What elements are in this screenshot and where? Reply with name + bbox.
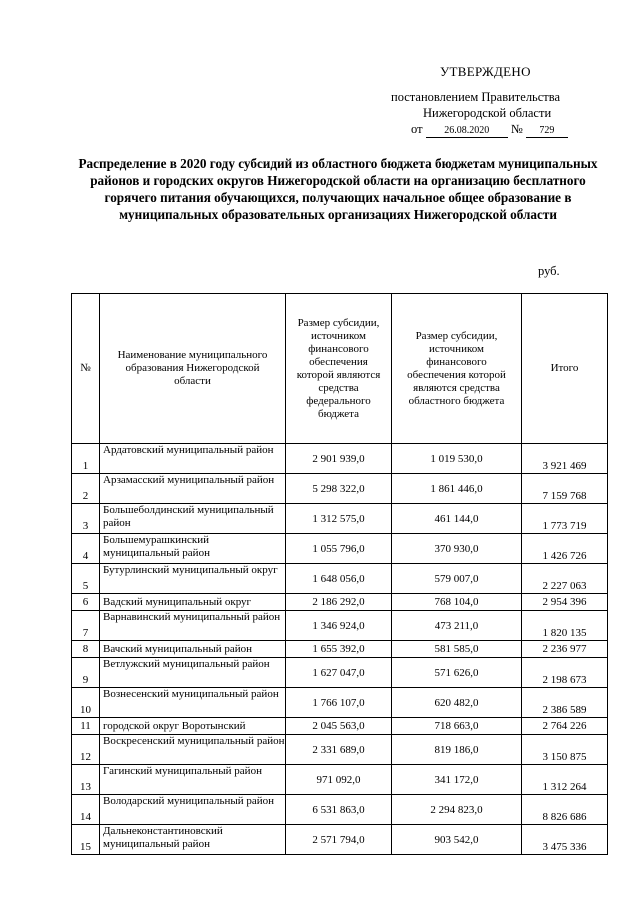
decree-date-number	[411, 122, 568, 138]
federal-amount: 1 055 796,0	[286, 534, 392, 564]
header-federal: Размер субсидии, источником финансового обеспечения которой являются средства федерального бюджета	[286, 294, 392, 444]
regional-amount: 718 663,0	[392, 718, 522, 735]
table-row	[72, 534, 608, 564]
table-row	[72, 658, 608, 688]
table-row	[72, 444, 608, 474]
federal-amount: 2 331 689,0	[286, 735, 392, 765]
row-number: 4	[72, 534, 100, 564]
table-row	[72, 718, 608, 735]
municipality-name: Вадский муниципальный округ	[100, 594, 286, 611]
federal-amount: 1 648 056,0	[286, 564, 392, 594]
row-number: 11	[72, 718, 100, 735]
regional-amount: 571 626,0	[392, 658, 522, 688]
municipality-name: Вознесенский муниципальный район	[100, 688, 286, 718]
municipality-name: Большемурашкинский муниципальный район	[100, 534, 286, 564]
row-number: 13	[72, 765, 100, 795]
total-amount: 2 954 396	[522, 594, 608, 611]
municipality-name: Варнавинский муниципальный район	[100, 611, 286, 641]
table-row	[72, 474, 608, 504]
subsidy-table	[71, 293, 608, 855]
from-prefix: от	[411, 122, 423, 136]
federal-amount: 971 092,0	[286, 765, 392, 795]
total-amount: 1 312 264	[522, 765, 608, 795]
approved-stamp: УТВЕРЖДЕНО	[440, 64, 531, 79]
decree-date: 26.08.2020	[426, 124, 508, 138]
row-number: 6	[72, 594, 100, 611]
municipality-name: Володарский муниципальный район	[100, 795, 286, 825]
decree-number: 729	[526, 124, 568, 138]
row-number: 1	[72, 444, 100, 474]
federal-amount: 2 045 563,0	[286, 718, 392, 735]
regional-amount: 1 861 446,0	[392, 474, 522, 504]
total-amount: 1 820 135	[522, 611, 608, 641]
municipality-name: Гагинский муниципальный район	[100, 765, 286, 795]
regional-amount: 768 104,0	[392, 594, 522, 611]
table-row	[72, 765, 608, 795]
header-num: №	[72, 294, 100, 444]
row-number: 3	[72, 504, 100, 534]
federal-amount: 2 901 939,0	[286, 444, 392, 474]
table-row	[72, 504, 608, 534]
total-amount: 2 227 063	[522, 564, 608, 594]
row-number: 8	[72, 641, 100, 658]
regional-amount: 581 585,0	[392, 641, 522, 658]
federal-amount: 1 346 924,0	[286, 611, 392, 641]
row-number: 5	[72, 564, 100, 594]
table-row	[72, 688, 608, 718]
total-amount: 1 426 726	[522, 534, 608, 564]
total-amount: 3 150 875	[522, 735, 608, 765]
row-number: 14	[72, 795, 100, 825]
total-amount: 2 386 589	[522, 688, 608, 718]
table-row	[72, 594, 608, 611]
document-title: Распределение в 2020 году субсидий из областного бюджета бюджетам муниципальных районов и городских округов Нижегородской области на организацию бесплатного горячего питания обучающихся, получающих начальное общее образование в муниципальных образовательных организациях Нижегородской области	[78, 156, 598, 222]
currency-unit: руб.	[538, 264, 560, 278]
table-body	[72, 444, 608, 855]
number-sign: №	[510, 122, 523, 136]
table-row	[72, 564, 608, 594]
table-header-row	[72, 294, 608, 444]
total-amount: 7 159 768	[522, 474, 608, 504]
row-number: 15	[72, 825, 100, 855]
decree-line-2: Нижегородской области	[423, 106, 552, 120]
row-number: 2	[72, 474, 100, 504]
federal-amount: 6 531 863,0	[286, 795, 392, 825]
total-amount: 3 921 469	[522, 444, 608, 474]
regional-amount: 461 144,0	[392, 504, 522, 534]
row-number: 10	[72, 688, 100, 718]
municipality-name: Бутурлинский муниципальный округ	[100, 564, 286, 594]
regional-amount: 579 007,0	[392, 564, 522, 594]
municipality-name: городской округ Воротынский	[100, 718, 286, 735]
federal-amount: 2 186 292,0	[286, 594, 392, 611]
municipality-name: Большеболдинский муниципальный район	[100, 504, 286, 534]
header-total: Итого	[522, 294, 608, 444]
total-amount: 3 475 336	[522, 825, 608, 855]
regional-amount: 370 930,0	[392, 534, 522, 564]
regional-amount: 1 019 530,0	[392, 444, 522, 474]
row-number: 12	[72, 735, 100, 765]
federal-amount: 1 655 392,0	[286, 641, 392, 658]
regional-amount: 473 211,0	[392, 611, 522, 641]
municipality-name: Ветлужский муниципальный район	[100, 658, 286, 688]
federal-amount: 1 766 107,0	[286, 688, 392, 718]
municipality-name: Дальнеконстантиновский муниципальный район	[100, 825, 286, 855]
municipality-name: Воскресенский муниципальный район	[100, 735, 286, 765]
row-number: 9	[72, 658, 100, 688]
municipality-name: Арзамасский муниципальный район	[100, 474, 286, 504]
federal-amount: 1 627 047,0	[286, 658, 392, 688]
regional-amount: 341 172,0	[392, 765, 522, 795]
regional-amount: 819 186,0	[392, 735, 522, 765]
total-amount: 8 826 686	[522, 795, 608, 825]
table-row	[72, 795, 608, 825]
federal-amount: 1 312 575,0	[286, 504, 392, 534]
decree-line-1: постановлением Правительства	[391, 90, 561, 104]
header-name: Наименование муниципального образования Нижегородской области	[100, 294, 286, 444]
table-row	[72, 641, 608, 658]
total-amount: 1 773 719	[522, 504, 608, 534]
federal-amount: 2 571 794,0	[286, 825, 392, 855]
regional-amount: 2 294 823,0	[392, 795, 522, 825]
regional-amount: 903 542,0	[392, 825, 522, 855]
regional-amount: 620 482,0	[392, 688, 522, 718]
federal-amount: 5 298 322,0	[286, 474, 392, 504]
total-amount: 2 198 673	[522, 658, 608, 688]
municipality-name: Ардатовский муниципальный район	[100, 444, 286, 474]
table-row	[72, 735, 608, 765]
table-row	[72, 825, 608, 855]
total-amount: 2 764 226	[522, 718, 608, 735]
header-regional: Размер субсидии, источником финансового обеспечения которой являются средства областного бюджета	[392, 294, 522, 444]
row-number: 7	[72, 611, 100, 641]
municipality-name: Вачский муниципальный район	[100, 641, 286, 658]
table-row	[72, 611, 608, 641]
total-amount: 2 236 977	[522, 641, 608, 658]
